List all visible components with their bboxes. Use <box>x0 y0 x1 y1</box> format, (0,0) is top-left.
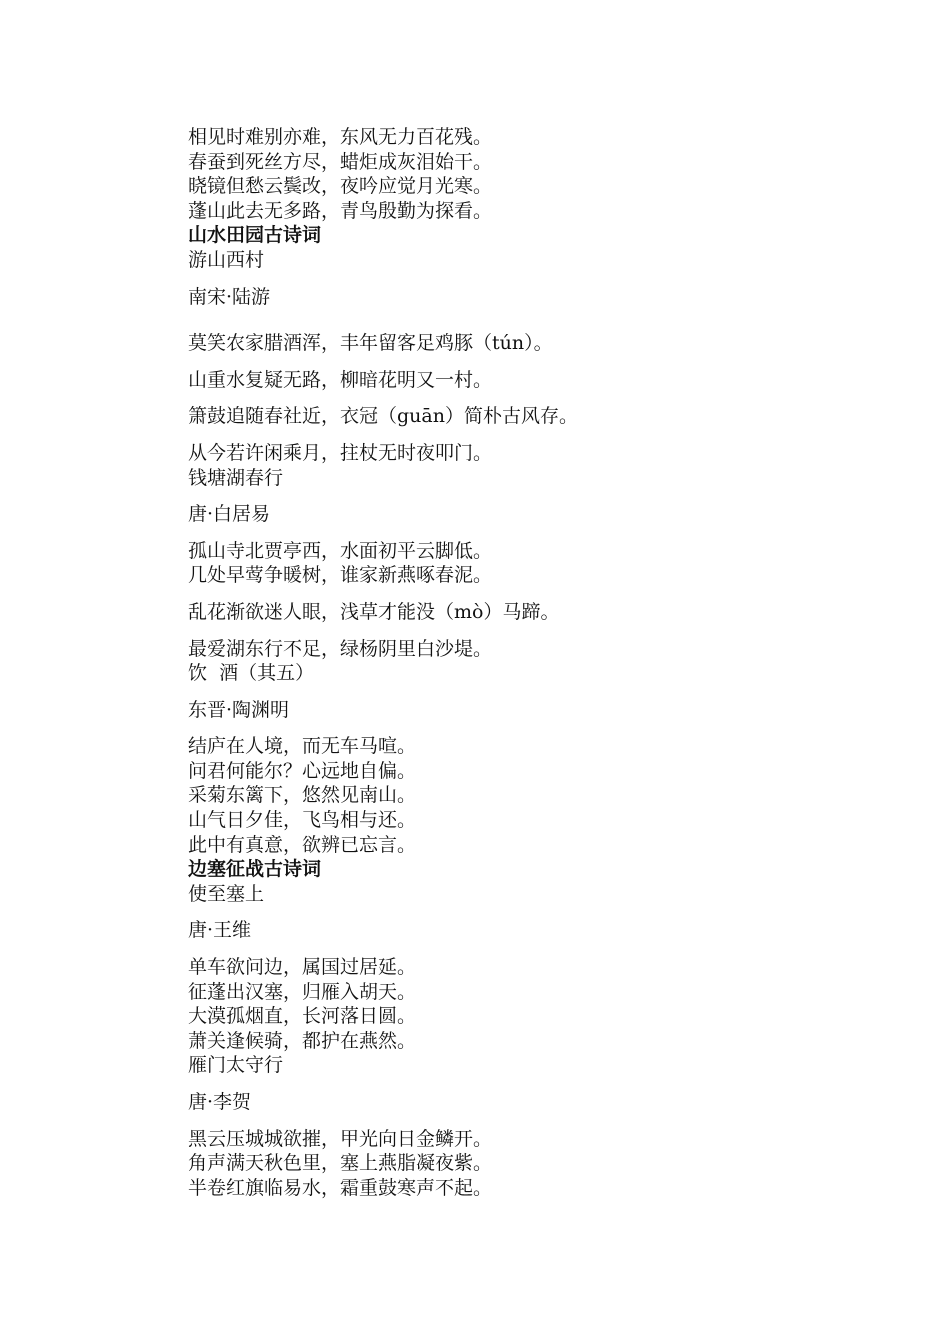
poem-line: 孤山寺北贾亭西，水面初平云脚低。 <box>188 539 493 562</box>
poem-author: 唐·王维 <box>188 919 252 942</box>
poem-line: 乱花渐欲迷人眼，浅草才能没（mò）马蹄。 <box>188 600 560 623</box>
poem-line: 萧关逢候骑，都护在燕然。 <box>188 1029 417 1052</box>
poem-line: 单车欲问边，属国过居延。 <box>188 956 417 979</box>
poem-line: 从今若许闲乘月，拄杖无时夜叩门。 <box>188 441 493 464</box>
poem-title: 钱塘湖春行 <box>188 466 284 489</box>
poem-author: 唐·白居易 <box>188 503 271 526</box>
poem-title: 使至塞上 <box>188 882 265 905</box>
poem-line: 采菊东篱下，悠然见南山。 <box>188 784 417 807</box>
poem-line: 几处早莺争暖树，谁家新燕啄春泥。 <box>188 564 493 587</box>
poem-line: 黑云压城城欲摧，甲光向日金鳞开。 <box>188 1127 493 1150</box>
poem-author: 唐·李贺 <box>188 1091 252 1113</box>
poem-line: 春蚕到死丝方尽，蜡炬成灰泪始干。 <box>188 150 493 173</box>
poem-line: 蓬山此去无多路，青鸟殷勤为探看。 <box>188 199 493 222</box>
poem-title: 雁门太守行 <box>188 1054 284 1077</box>
poem-line: 箫鼓追随春社近，衣冠（guān）简朴古风存。 <box>188 405 578 428</box>
section-heading: 山水田园古诗词 <box>188 224 322 247</box>
poem-line: 大漠孤烟直，长河落日圆。 <box>188 1005 417 1028</box>
poem-line: 结庐在人境，而无车马喧。 <box>188 735 417 758</box>
poem-author: 南宋·陆游 <box>188 285 271 308</box>
poem-line: 相见时难别亦难，东风无力百花残。 <box>188 126 493 148</box>
poem-line: 征蓬出汉塞，归雁入胡天。 <box>188 980 417 1003</box>
poem-line: 最爱湖东行不足，绿杨阴里白沙堤。 <box>188 637 493 660</box>
poem-line: 山气日夕佳，飞鸟相与还。 <box>188 809 417 832</box>
poem-line: 此中有真意，欲辨已忘言。 <box>188 833 417 856</box>
poem-title: 游山西村 <box>188 248 265 271</box>
poem-line: 角声满天秋色里，塞上燕脂凝夜紫。 <box>188 1152 493 1175</box>
section-heading: 边塞征战古诗词 <box>188 858 322 881</box>
poem-line: 晓镜但愁云鬓改，夜吟应觉月光寒。 <box>188 175 493 198</box>
poem-line: 半卷红旗临易水，霜重鼓寒声不起。 <box>188 1176 493 1199</box>
poem-title: 饮 酒（其五） <box>188 662 315 685</box>
poem-line: 山重水复疑无路，柳暗花明又一村。 <box>188 368 493 391</box>
poem-content <box>188 125 888 1200</box>
poem-author: 东晋·陶渊明 <box>188 698 290 721</box>
poem-line: 问君何能尔？心远地自偏。 <box>188 759 417 782</box>
poem-line: 莫笑农家腊酒浑，丰年留客足鸡豚（tún）。 <box>188 332 553 355</box>
